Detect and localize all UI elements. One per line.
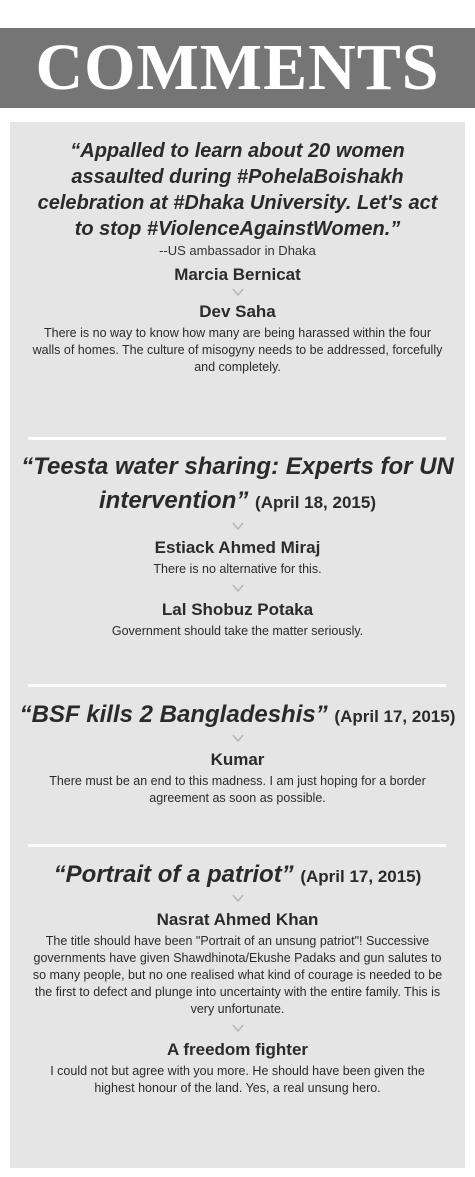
chevron-down-icon [232, 1024, 244, 1033]
headline-date: (April 17, 2015) [334, 707, 456, 726]
section-divider [28, 844, 446, 847]
commenter-name: Lal Shobuz Potaka [161, 600, 314, 619]
comments-panel [10, 122, 465, 1168]
comment-text: There must be an end to this madness. I am just hoping for a border agreement as soon as possible. [49, 774, 426, 805]
banner-title: COMMENTS [35, 31, 440, 104]
comment-text: There is no way to know how many are being harassed within the four walls of homes. The culture of misogyny needs to be addressed, forcefully and completely. [32, 326, 443, 374]
headline-date: (April 17, 2015) [300, 867, 422, 886]
section-divider [28, 684, 446, 687]
chevron-down-icon [232, 584, 244, 593]
headline [18, 450, 458, 520]
section-teesta-water [10, 450, 465, 640]
headline [18, 700, 458, 732]
quote-speaker: Marcia Bernicat [174, 265, 301, 284]
section-violence-against-women [10, 138, 465, 376]
quote-text: “Appalled to learn about 20 women assaulted during #PohelaBoishakh celebration at #Dhaka University. Let's act to stop #ViolenceAgainstWomen.” [37, 140, 438, 240]
comment-text: Government should take the matter seriously. [111, 624, 364, 638]
commenter-name: Nasrat Ahmed Khan [156, 910, 319, 929]
section-portrait-patriot [10, 860, 465, 1097]
chevron-down-icon [232, 894, 244, 903]
headline [18, 860, 458, 892]
section-divider [28, 437, 446, 440]
comments-banner [0, 28, 475, 108]
headline-text: “Teesta water sharing: Experts for UN intervention” [21, 453, 454, 514]
chevron-down-icon [232, 734, 244, 743]
comment-text: I could not but agree with you more. He should have been given the highest honour of the land. Yes, a real unsung hero. [50, 1064, 425, 1095]
commenter-name: Kumar [210, 750, 265, 769]
comment-text: The title should have been "Portrait of an unsung patriot"! Successive governments have given Shawdhinota/Ekushe Padaks and gun salutes to so many people, but no one realised what kind of courage is needed to be the first to defect and plunge into uncertainty with the entire family. This is very unfortunate. [32, 934, 443, 1016]
quote-attribution: --US ambassador in Dhaka [159, 243, 316, 258]
chevron-down-icon [232, 288, 244, 297]
chevron-down-icon [232, 522, 244, 531]
section-bsf-kills [10, 700, 465, 807]
commenter-name: A freedom fighter [166, 1040, 309, 1059]
comment-text: There is no alternative for this. [153, 562, 322, 576]
commenter-name: Dev Saha [199, 302, 276, 321]
headline-date: (April 18, 2015) [255, 493, 376, 512]
commenter-name: Estiack Ahmed Miraj [154, 538, 321, 557]
headline-text: “BSF kills 2 Bangladeshis” [19, 701, 328, 728]
headline-text: “Portrait of a patriot” [53, 861, 294, 888]
